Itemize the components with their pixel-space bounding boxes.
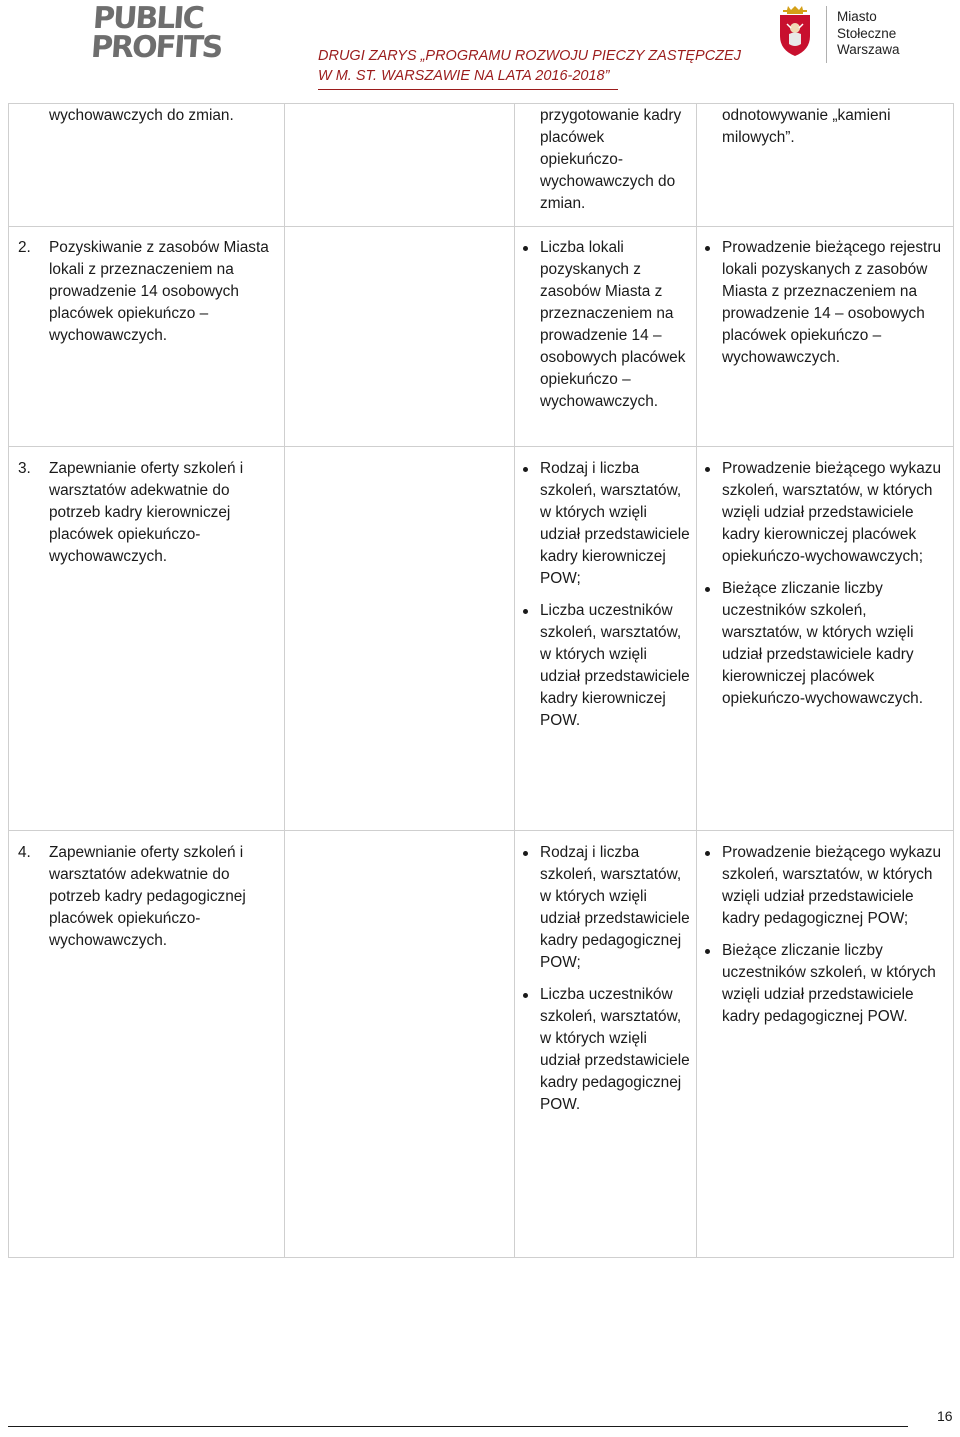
city-name: [837, 9, 900, 59]
indicator-cell: przygotowanie kadry placówek opiekuńczo-wychowawczych do zmian.: [540, 107, 682, 212]
indicator-cell: [540, 458, 690, 732]
footer-rule: [8, 1426, 908, 1427]
row-number: 3.: [18, 460, 31, 477]
monitoring-cell: [722, 458, 947, 710]
monitoring-cell: [722, 842, 947, 1028]
warsaw-coat-of-arms-icon: [777, 6, 813, 56]
document-title-line: DRUGI ZARYS „PROGRAMU ROZWOJU PIECZY ZASTĘPCZEJ: [318, 48, 741, 64]
indicator-bullet: Liczba uczestników szkoleń, warsztatów, w których wzięli udział przedstawiciele kadry pedagogicznej POW.: [540, 984, 690, 1116]
indicator-cell: [540, 237, 690, 413]
monitoring-cell: [722, 237, 947, 369]
indicator-cell: [540, 842, 690, 1116]
indicator-bullet: Liczba uczestników szkoleń, warsztatów, w których wzięli udział przedstawiciele kadry kierowniczej POW.: [540, 600, 690, 732]
monitoring-bullet: Prowadzenie bieżącego wykazu szkoleń, warsztatów, w których wzięli udział przedstawiciele kadry kierowniczej placówek opiekuńczo-wychowawczych;: [722, 458, 947, 568]
city-name-line: Stołeczne: [837, 25, 897, 41]
table-row-divider: [8, 446, 954, 447]
table-row-divider: [8, 830, 954, 831]
monitoring-cell: odnotowywanie „kamieni milowych”.: [722, 107, 891, 146]
objective-cell: Zapewnianie oferty szkoleń i warsztatów adekwatnie do potrzeb kadry pedagogicznej placówek opiekuńczo-wychowawczych.: [49, 844, 246, 949]
header-separator: [826, 6, 827, 63]
document-title: [318, 46, 741, 86]
table-column-divider: [284, 103, 285, 1258]
document-title-line: W M. ST. WARSZAWIE NA LATA 2016-2018”: [318, 68, 610, 84]
monitoring-bullet: Prowadzenie bieżącego rejestru lokali pozyskanych z zasobów Miasta z przeznaczeniem na prowadzenie 14 – osobowych placówek opiekuńczo – wychowawczych.: [722, 237, 947, 369]
row-number: 4.: [18, 844, 31, 861]
logo-line: PROFITS: [89, 30, 223, 65]
objective-cell: Zapewnianie oferty szkoleń i warsztatów adekwatnie do potrzeb kadry kierowniczej placówek opiekuńczo-wychowawczych.: [49, 460, 244, 565]
table-row-divider: [8, 226, 954, 227]
monitoring-bullet: Bieżące zliczanie liczby uczestników szkoleń, w których wzięli udział przedstawiciele kadry pedagogicznej POW.: [722, 940, 947, 1028]
page-number: 16: [937, 1408, 953, 1424]
table-column-divider: [696, 103, 697, 1258]
objective-cell: wychowawczych do zmian.: [49, 107, 234, 124]
indicator-bullet: Rodzaj i liczba szkoleń, warsztatów, w których wzięli udział przedstawiciele kadry pedagogicznej POW;: [540, 842, 690, 974]
header-underline: [318, 89, 618, 90]
row-number: 2.: [18, 239, 31, 256]
city-name-line: Miasto: [837, 9, 877, 24]
table-column-divider: [514, 103, 515, 1258]
city-name-line: Warszawa: [837, 42, 900, 57]
public-profits-logo: [89, 1, 223, 65]
monitoring-bullet: Prowadzenie bieżącego wykazu szkoleń, warsztatów, w których wzięli udział przedstawiciele kadry pedagogicznej POW;: [722, 842, 947, 930]
objective-cell: Pozyskiwanie z zasobów Miasta lokali z przeznaczeniem na prowadzenie 14 osobowych placówek opiekuńczo – wychowawczych.: [49, 239, 269, 344]
indicator-bullet: Liczba lokali pozyskanych z zasobów Miasta z przeznaczeniem na prowadzenie 14 – osobowych placówek opiekuńczo – wychowawczych.: [540, 237, 690, 413]
indicator-bullet: Rodzaj i liczba szkoleń, warsztatów, w których wzięli udział przedstawiciele kadry kierowniczej POW;: [540, 458, 690, 590]
logo-line: PUBLIC: [91, 1, 204, 36]
monitoring-bullet: Bieżące zliczanie liczby uczestników szkoleń, warsztatów, w których wzięli udział przedstawiciele kadry kierowniczej placówek opiekuńczo-wychowawczych.: [722, 578, 947, 710]
